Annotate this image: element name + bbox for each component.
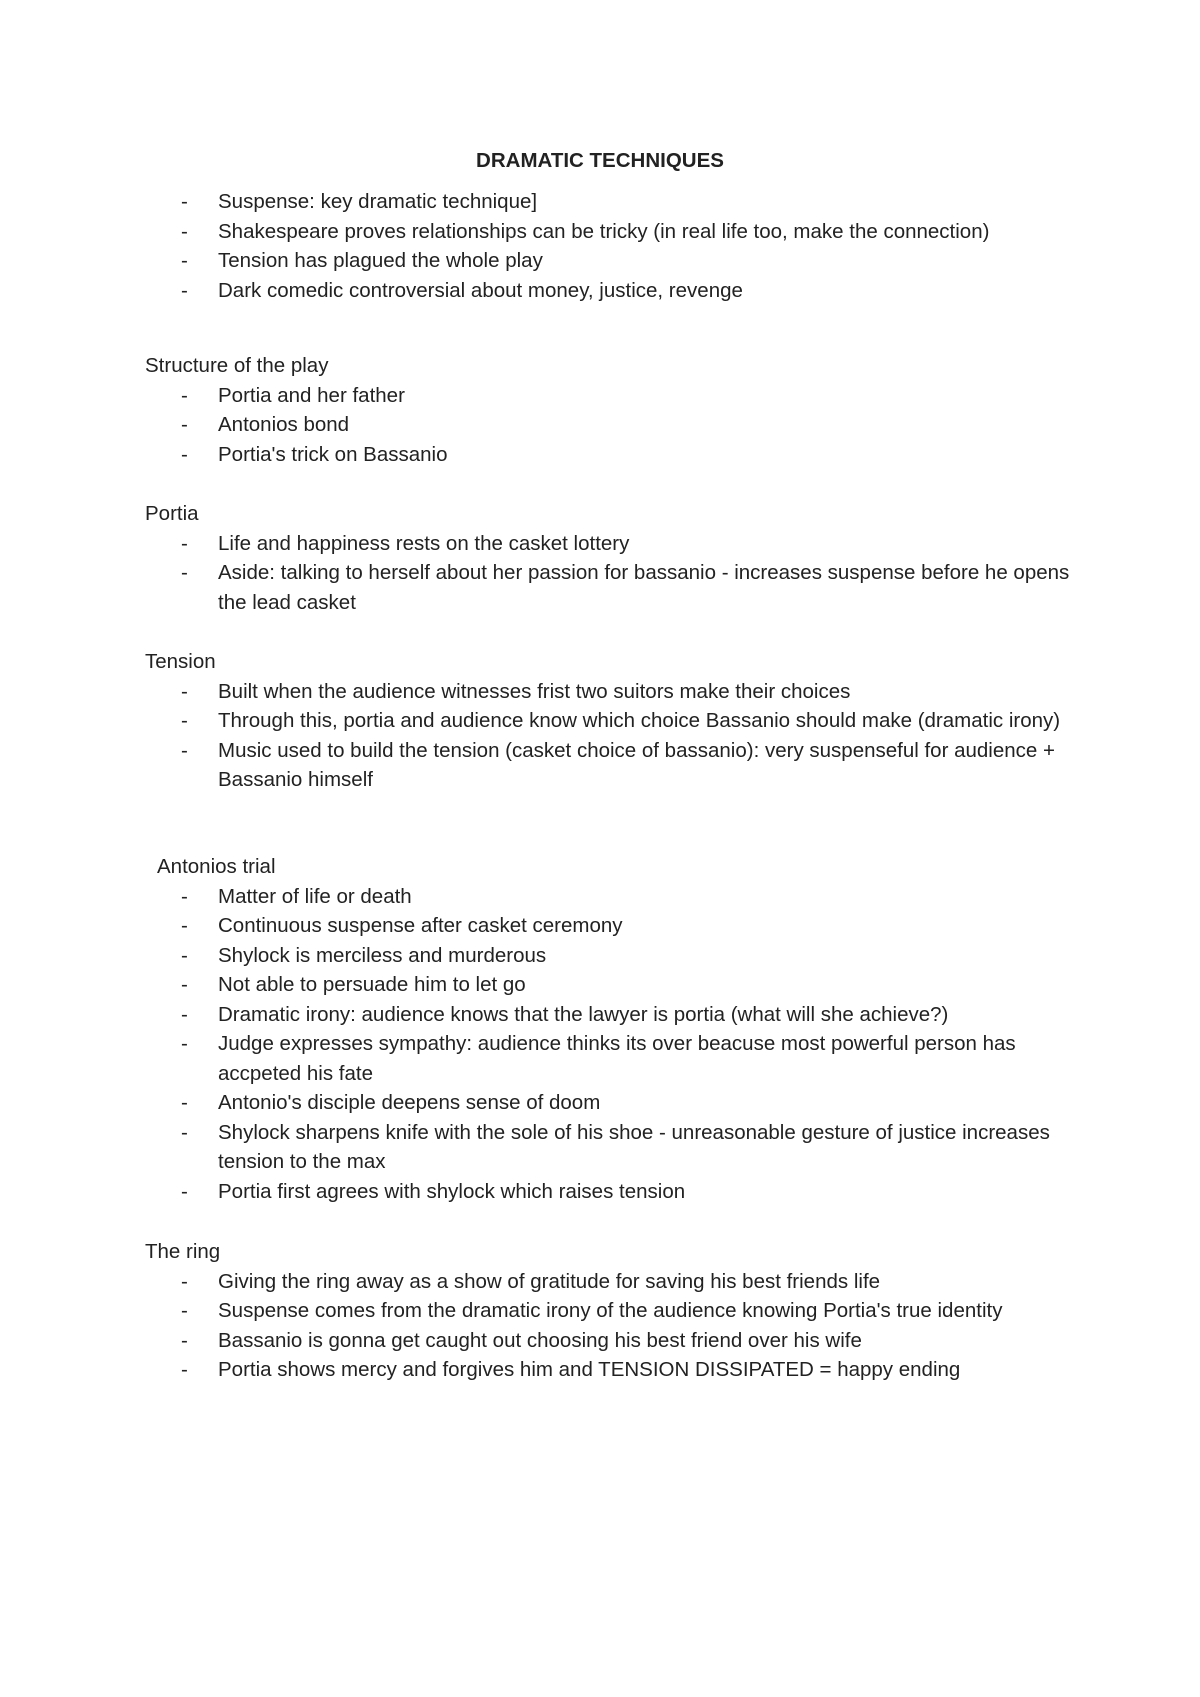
list-item [145,911,1075,941]
list-item [145,217,1075,247]
list-item-text: Continuous suspense after casket ceremony [218,914,623,937]
list-item-text: Antonios bond [218,413,350,436]
bullet-dash: - [181,973,188,996]
intro-list [145,187,1075,305]
list-item [145,410,1075,440]
list-item [145,1000,1075,1030]
section-antonios-trial [145,852,1075,1206]
section-heading: Structure of the play [145,354,329,377]
list-item-text: Aside: talking to herself about her passion for bassanio - increases suspense before he opens the lead casket [218,561,1070,614]
list-item [145,529,1075,559]
section-structure [145,351,1075,469]
section-the-ring [145,1237,1075,1385]
list-item [145,677,1075,707]
section-list [145,381,1075,470]
section-tension [145,647,1075,795]
list-item [145,381,1075,411]
bullet-dash: - [181,943,188,967]
bullet-dash: - [181,884,188,908]
list-item-text: Suspense: key dramatic technique] [218,190,538,213]
bullet-dash: - [181,531,188,555]
list-item [145,246,1075,276]
bullet-dash: - [181,738,188,762]
list-item [145,736,1075,795]
list-item-text: Suspense comes from the dramatic irony of the audience knowing Portia's true identity [218,1299,1003,1322]
section-heading: Antonios trial [157,855,276,878]
list-item-text: Dramatic irony: audience knows that the lawyer is portia (what will she achieve?) [218,1002,949,1026]
bullet-dash: - [181,709,188,732]
section-heading: Tension [145,650,216,673]
section-list [145,677,1075,795]
bullet-dash: - [181,1091,188,1114]
list-item-text: Portia and her father [218,383,405,407]
bullet-dash: - [181,1120,188,1144]
bullet-dash: - [181,1179,188,1203]
list-item [145,1326,1075,1356]
section-heading: The ring [145,1240,221,1263]
bullet-dash: - [181,1032,188,1055]
page-title: DRAMATIC TECHNIQUES [476,149,724,172]
list-item-text: Judge expresses sympathy: audience thinks its over beacuse most powerful person has accpeted his fate [218,1032,1016,1085]
bullet-dash: - [181,383,188,407]
list-item [145,706,1075,736]
list-item-text: Portia shows mercy and forgives him and TENSION DISSIPATED = happy ending [218,1358,961,1381]
section-list [145,529,1075,618]
bullet-dash: - [181,561,188,584]
bullet-dash: - [181,1299,188,1322]
list-item-text: Not able to persuade him to let go [218,973,526,996]
list-item [145,941,1075,971]
list-item-text: Through this, portia and audience know which choice Bassanio should make (dramatic irony) [218,709,1061,732]
list-item-text: Shylock is merciless and murderous [218,943,547,967]
list-item [145,1029,1075,1088]
list-item [145,1296,1075,1326]
list-item [145,970,1075,1000]
section-list [145,1267,1075,1385]
bullet-dash: - [181,1269,188,1293]
section-list [145,882,1075,1207]
list-item [145,1118,1075,1177]
list-item-text: Dark comedic controversial about money, justice, revenge [218,278,743,302]
bullet-dash: - [181,679,188,703]
bullet-dash: - [181,914,188,937]
list-item-text: Antonio's disciple deepens sense of doom [218,1091,601,1114]
list-item [145,558,1075,617]
list-item-text: Shakespeare proves relationships can be tricky (in real life too, make the connection) [218,219,990,243]
bullet-dash: - [181,249,188,272]
list-item-text: Bassanio is gonna get caught out choosing his best friend over his wife [218,1328,862,1352]
list-item-text: Music used to build the tension (casket choice of bassanio): very suspenseful for audience + Bassanio himself [218,738,1055,791]
list-item [145,1267,1075,1297]
bullet-dash: - [181,219,188,243]
list-item-text: Life and happiness rests on the casket lottery [218,531,630,555]
intro-section [145,187,1075,305]
bullet-dash: - [181,1328,188,1352]
list-item-text: Built when the audience witnesses frist two suitors make their choices [218,679,851,703]
bullet-dash: - [181,278,188,302]
list-item [145,1355,1075,1385]
list-item-text: Portia first agrees with shylock which raises tension [218,1179,686,1203]
bullet-dash: - [181,413,188,436]
list-item [145,882,1075,912]
list-item [145,1177,1075,1207]
bullet-dash: - [181,1358,188,1381]
list-item [145,276,1075,306]
list-item-text: Giving the ring away as a show of gratitude for saving his best friends life [218,1269,881,1293]
section-portia [145,499,1075,617]
list-item [145,1088,1075,1118]
bullet-dash: - [181,1002,188,1026]
list-item [145,187,1075,217]
bullet-dash: - [181,190,188,213]
list-item-text: Portia's trick on Bassanio [218,442,448,466]
bullet-dash: - [181,442,188,466]
list-item-text: Matter of life or death [218,884,412,908]
list-item [145,440,1075,470]
list-item-text: Tension has plagued the whole play [218,249,543,272]
list-item-text: Shylock sharpens knife with the sole of his shoe - unreasonable gesture of justice increases tension to the max [218,1120,1050,1173]
section-heading: Portia [145,502,199,525]
